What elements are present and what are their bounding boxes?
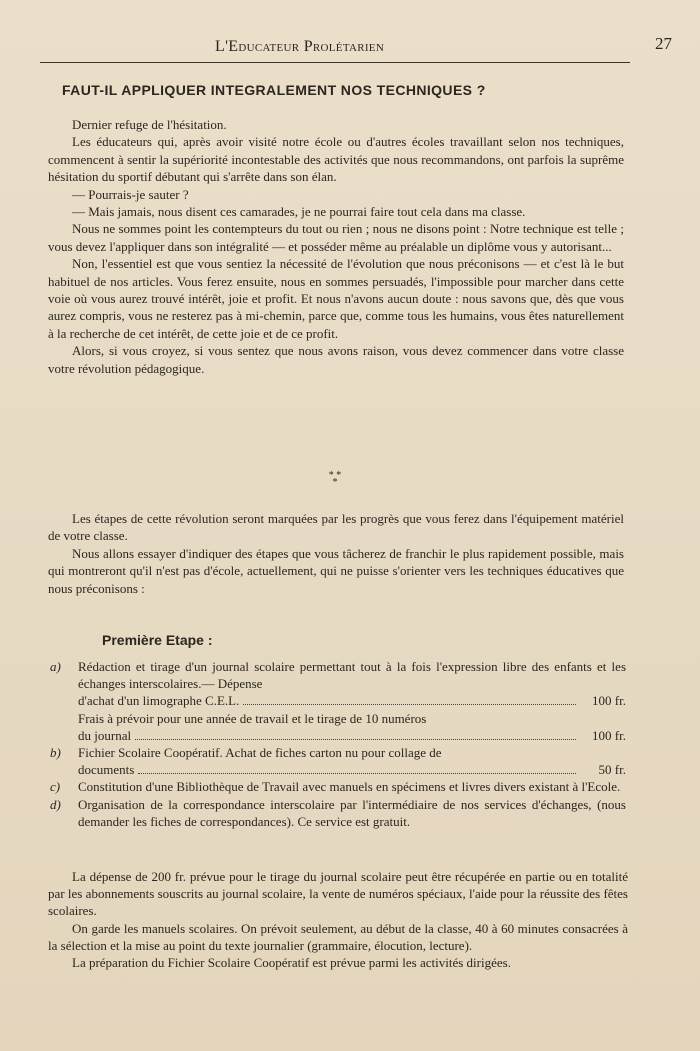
step-list [48,658,626,830]
item-text: Organisation de la correspondance interscolaire par l'intermédiaire de nos services d'échanges, (nous demander les fiches de correspondances). Ce service est gratuit. [78,796,626,829]
item-letter: a) [50,659,61,674]
dot-leader [243,704,576,705]
paragraph: La dépense de 200 fr. prévue pour le tirage du journal scolaire peut être récupérée en partie ou en totalité par les abonnements souscrits au journal scolaire, la vente de numéros spéciaux, l'aide pour la réussite des fêtes scolaires. [48,869,628,919]
list-item-c [48,778,626,795]
cost-price: 100 fr. [592,727,626,743]
cost-price: 50 fr. [598,762,626,778]
item-text: Fichier Scolaire Coopératif. Achat de fiches carton nu pour collage de [78,745,442,761]
dot-leader [135,739,576,740]
cost-line [78,692,626,709]
cost-label: documents [78,762,135,778]
item-letter: d) [50,796,61,812]
paragraph: — Pourrais-je sauter ? [72,186,189,202]
paragraph: Non, l'essentiel est que vous sentiez la nécessité de l'évolution que nous préconisons — et c'est là le but habituel de nos articles. Vous ferez ensuite, nous en sommes persuadés, l'impossible pour marcher dans cette voie où vous aurez trouvé intérêt, joie et profit. Et nous n'avons aucun doute : nous savons que, dès que vous aurez compris, vous ne resterez pas à mi-chemin, parce que, comme tous les humains, vous êtes naturellement à la recherche de cet intérêt, de cette joie et de ce profit. [48,256,624,341]
paragraph: On garde les manuels scolaires. On prévoit seulement, au début de la classe, 40 à 60 minutes consacrées à la sélection et la mise au point du texte journalier (grammaire, élocution, lecture). [48,920,628,953]
cost-label: du journal [78,727,132,743]
list-item-b [48,744,626,778]
running-header [40,34,672,63]
cost-label: d'achat d'un limographe C.E.L. [78,693,240,709]
paragraph: Nous ne sommes point les contempteurs du tout ou rien ; nous ne disons point : Notre technique est telle ; vous devez l'appliquer dans son intégralité — et posséder même au préalable un diplôme vous y autorisant... [48,221,624,254]
closing-text [48,868,628,971]
paragraph: Les étapes de cette révolution seront marquées par les progrès que vous ferez dans l'équipement matériel de votre classe. [48,511,624,544]
steps-intro-text [48,510,624,597]
running-title: L'Educateur Prolétarien [215,38,385,55]
cost-price: 100 fr. [592,693,626,709]
item-letter: c) [50,779,61,795]
list-item-a [48,658,626,744]
article-title: FAUT-IL APPLIQUER INTEGRALEMENT NOS TECHNIQUES ? [62,82,486,98]
paragraph: Dernier refuge de l'hésitation. [72,117,227,132]
step-heading: Première Etape : [102,632,213,648]
item-text: Rédaction et tirage d'un journal scolaire permettant tout à la fois l'expression libre des enfants et les échanges interscolaires.— Dépense [78,659,626,692]
item-subtext: Frais à prévoir pour une année de travail et le tirage de 10 numéros [78,710,427,726]
paragraph: Alors, si vous croyez, si vous sentez que nous avons raison, vous devez commencer dans votre classe votre révolution pédagogique. [48,343,624,376]
paragraph: Nous allons essayer d'indiquer des étapes que vous tâcherez de franchir le plus rapidement possible, mais qui montreront qu'il n'est pas d'école, actuellement, qui ne puisse s'orienter vers les techniques éducatives que nous préconisons : [48,545,624,596]
intro-text [48,116,624,377]
item-letter: b) [50,745,61,761]
dot-leader [138,773,576,774]
list-item-d [48,796,626,830]
paragraph: La préparation du Fichier Scolaire Coopératif est prévue parmi les activités dirigées. [72,955,511,971]
cost-line [78,761,626,778]
paragraph: Les éducateurs qui, après avoir visité notre école ou d'autres écoles travaillant selon nos techniques, commencent à sentir la supériorité incontestable des activités que nous recommandons, ont parfois la suprême hésitation du sportif débutant qui s'arrête dans son élan. [48,134,624,185]
page-number: 27 [655,34,672,53]
asterism-separator: * * * [328,470,342,488]
item-text: Constitution d'une Bibliothèque de Travail avec manuels en spécimens et livres divers existant à l'Ecole. [78,779,621,795]
paragraph: — Mais jamais, nous disent ces camarades, je ne pourrai faire tout cela dans ma classe. [72,204,526,220]
cost-line [78,727,626,744]
